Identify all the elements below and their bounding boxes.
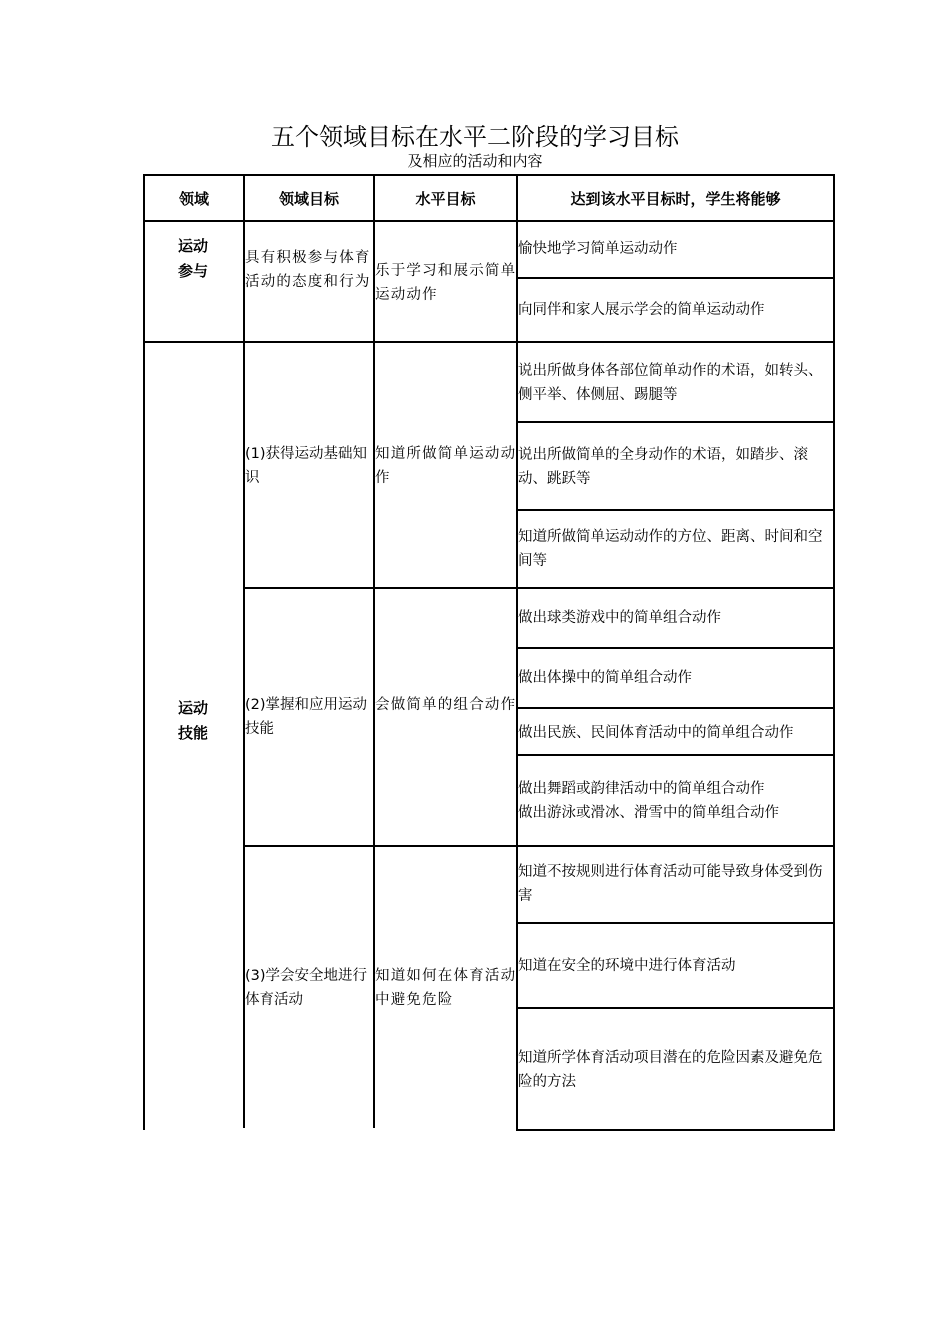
achieve-item: 说出所做身体各部位简单动作的术语，如转头、侧平举、体侧屈、踢腿等: [518, 363, 823, 403]
table-border: [143, 341, 835, 343]
header-domain: 领域: [178, 189, 209, 208]
table-border: [516, 707, 835, 709]
table-border: [143, 220, 835, 222]
header-achieve: 达到该水平目标时，学生将能够: [570, 189, 781, 208]
table-border: [516, 1129, 835, 1131]
achieve-item: 向同伴和家人展示学会的简单运动动作: [518, 302, 765, 318]
header-level-goal: 水平目标: [415, 189, 476, 208]
level-goal-cell: 知道所做简单运动动作: [375, 446, 517, 486]
achieve-item: 愉快地学习简单运动动作: [518, 241, 678, 257]
achieve-item: 做出游泳或滑冰、滑雪中的简单组合动作: [518, 805, 779, 821]
table-border: [516, 922, 835, 924]
table-border: [516, 277, 835, 279]
domain-goal-cell: (3)学会安全地进行体育活动: [245, 968, 368, 1008]
header-domain-goal: 领域目标: [278, 189, 339, 208]
table-border: [143, 174, 145, 1130]
achieve-item: 做出球类游戏中的简单组合动作: [518, 610, 721, 626]
level-goal-cell: 乐于学习和展示简单运动动作: [375, 263, 517, 303]
table-border: [243, 587, 835, 589]
achieve-item: 知道所学体育活动项目潜在的危险因素及避免危险的方法: [518, 1050, 823, 1090]
level-goal-cell: 会做简单的组合动作: [375, 697, 517, 713]
level-goal-cell: 知道如何在体育活动中避免危险: [375, 968, 517, 1008]
achieve-item: 做出体操中的简单组合动作: [518, 670, 692, 686]
domain-goal-cell: (1)获得运动基础知识: [245, 446, 368, 486]
table-border: [516, 509, 835, 511]
table-border: [243, 845, 835, 847]
achieve-item: 做出舞蹈或韵律活动中的简单组合动作: [518, 781, 765, 797]
domain-label-skills: 运动技能: [177, 699, 208, 742]
table-border: [516, 1007, 835, 1009]
domain-goal-cell: (2)掌握和应用运动技能: [245, 697, 368, 737]
document-subtitle: 及相应的活动和内容: [407, 152, 543, 170]
achieve-item: 做出民族、民间体育活动中的简单组合动作: [518, 725, 794, 741]
achieve-item: 知道在安全的环境中进行体育活动: [518, 958, 736, 974]
table-border: [516, 421, 835, 423]
domain-goal-cell: 具有积极参与体育活动的态度和行为: [245, 250, 371, 290]
achieve-item: 说出所做简单的全身动作的术语，如踏步、滚动、跳跃等: [518, 447, 808, 487]
achieve-item: 知道所做简单运动动作的方位、距离、时间和空间等: [518, 529, 823, 569]
document-title: 五个领域目标在水平二阶段的学习目标: [271, 123, 679, 151]
table-border: [516, 647, 835, 649]
domain-label-participation: 运动参与: [177, 237, 208, 280]
table-border: [516, 754, 835, 756]
achieve-item: 知道不按规则进行体育活动可能导致身体受到伤害: [518, 864, 823, 904]
